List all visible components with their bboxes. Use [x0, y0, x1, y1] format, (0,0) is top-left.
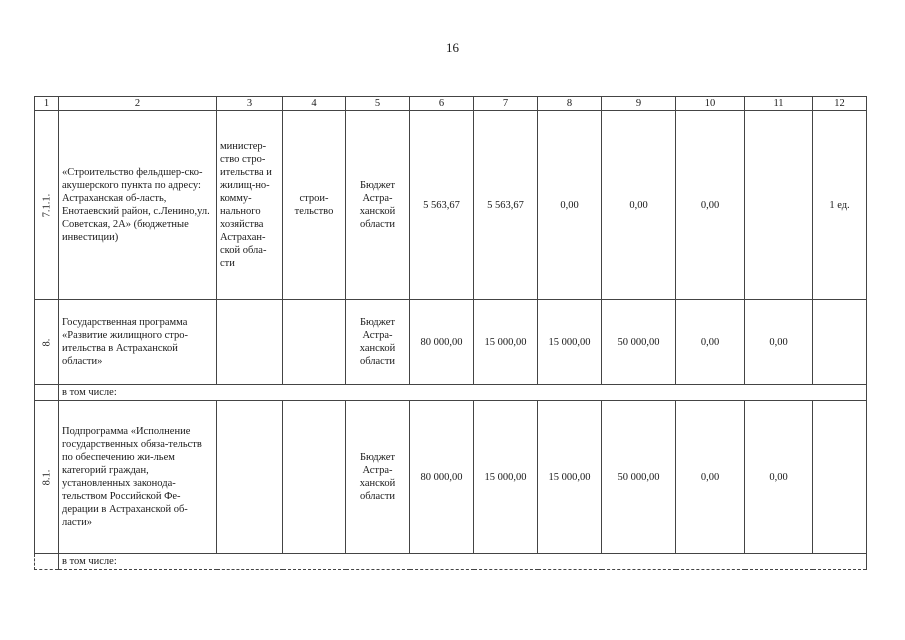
- value-cell: 5 563,67: [410, 111, 474, 300]
- value-cell: 50 000,00: [602, 300, 676, 385]
- value-cell: 15 000,00: [474, 401, 538, 554]
- executor-cell: [217, 401, 283, 554]
- table-row: [35, 401, 867, 554]
- header-cell: 5: [346, 97, 410, 111]
- table-row: [35, 111, 867, 300]
- source-cell: Бюджет Астра-ханской области: [346, 111, 410, 300]
- type-cell: [283, 401, 346, 554]
- page-number: 16: [446, 40, 459, 55]
- result-cell: [813, 401, 867, 554]
- result-cell: [813, 300, 867, 385]
- executor-cell: министер-ство стро-ительства и жилищ-но-комму-нального хозяйства Астрахан-ской обла-сти: [217, 111, 283, 300]
- executor-cell: [217, 300, 283, 385]
- row-number-cell: [35, 554, 59, 570]
- type-cell: строи-тельство: [283, 111, 346, 300]
- value-cell: 5 563,67: [474, 111, 538, 300]
- source-cell: Бюджет Астра-ханской области: [346, 401, 410, 554]
- value-cell: [745, 111, 813, 300]
- value-cell: 80 000,00: [410, 401, 474, 554]
- header-cell: 1: [35, 97, 59, 111]
- value-cell: 15 000,00: [538, 300, 602, 385]
- row-number: 8.: [41, 338, 52, 346]
- header-cell: 10: [676, 97, 745, 111]
- row-number-cell: [35, 401, 59, 554]
- row-number-cell: [35, 385, 59, 401]
- value-cell: 0,00: [676, 401, 745, 554]
- subtotal-row: [35, 385, 867, 401]
- name-cell: «Строительство фельдшер-ско-акушерского пункта по адресу: Астраханская об-ласть, Енотаевский район, с.Ленино,ул. Советская, 2А» (бюджетные инвестиции): [59, 111, 217, 300]
- value-cell: 50 000,00: [602, 401, 676, 554]
- name-cell: Государственная программа «Развитие жилищного стро-ительства в Астраханской области»: [59, 300, 217, 385]
- value-cell: 0,00: [676, 111, 745, 300]
- header-cell: 4: [283, 97, 346, 111]
- budget-table: [34, 96, 867, 570]
- name-cell: Подпрограмма «Исполнение государственных обяза-тельств по обеспечению жи-льем категорий граждан, установленных законода-тельством Российской Фе-дерации в Астраханской об-ласти»: [59, 401, 217, 554]
- header-cell: 8: [538, 97, 602, 111]
- source-cell: Бюджет Астра-ханской области: [346, 300, 410, 385]
- header-cell: 11: [745, 97, 813, 111]
- header-cell: 6: [410, 97, 474, 111]
- header-cell: 3: [217, 97, 283, 111]
- value-cell: 15 000,00: [474, 300, 538, 385]
- subtotal-row: [35, 554, 867, 570]
- value-cell: 0,00: [745, 300, 813, 385]
- header-row: [35, 97, 867, 111]
- result-cell: 1 ед.: [813, 111, 867, 300]
- subtotal-label: в том числе:: [59, 554, 867, 570]
- value-cell: 15 000,00: [538, 401, 602, 554]
- value-cell: 0,00: [602, 111, 676, 300]
- row-number-cell: [35, 111, 59, 300]
- table-row: [35, 300, 867, 385]
- value-cell: 0,00: [745, 401, 813, 554]
- value-cell: 0,00: [676, 300, 745, 385]
- value-cell: 0,00: [538, 111, 602, 300]
- subtotal-label: в том числе:: [59, 385, 867, 401]
- row-number-cell: [35, 300, 59, 385]
- header-cell: 9: [602, 97, 676, 111]
- type-cell: [283, 300, 346, 385]
- header-cell: 12: [813, 97, 867, 111]
- header-cell: 2: [59, 97, 217, 111]
- row-number: 7.1.1.: [41, 193, 53, 217]
- header-cell: 7: [474, 97, 538, 111]
- row-number: 8.1.: [41, 469, 52, 485]
- value-cell: 80 000,00: [410, 300, 474, 385]
